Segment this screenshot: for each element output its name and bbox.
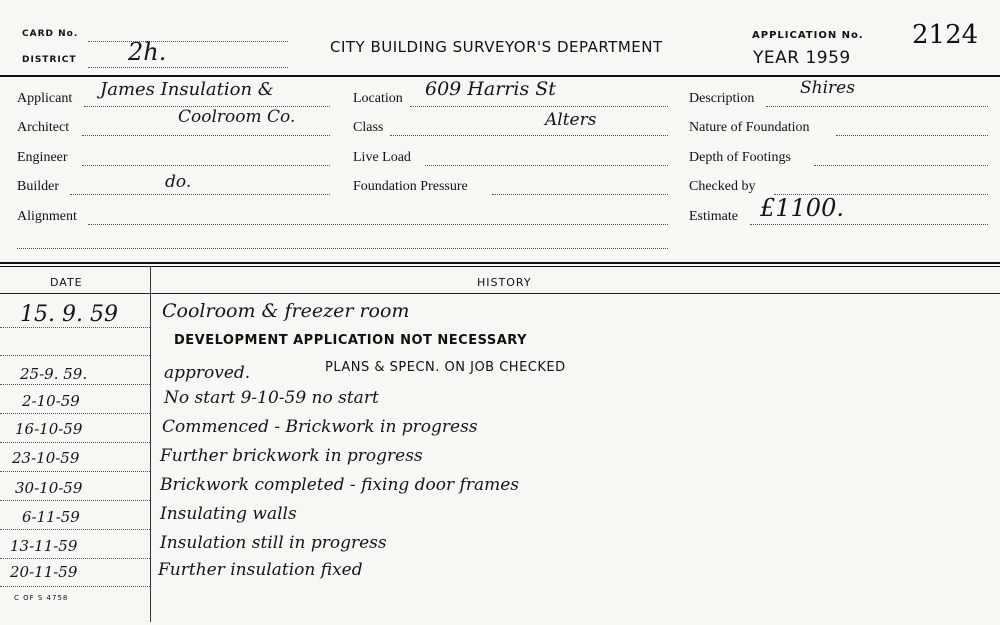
- row-date: 13-11-59: [10, 537, 78, 555]
- date-header: DATE: [50, 276, 83, 289]
- history-header: HISTORY: [477, 276, 532, 289]
- nature-of-foundation-label: Nature of Foundation: [689, 120, 810, 135]
- description-label: Description: [689, 91, 755, 106]
- location-label: Location: [353, 91, 403, 106]
- row-rule: [0, 558, 150, 559]
- row-date: 6-11-59: [22, 508, 80, 526]
- district-label: DISTRICT: [22, 55, 77, 65]
- row-rule: [0, 413, 150, 414]
- date-column-divider: [150, 266, 151, 622]
- row-date: 25-9. 59.: [20, 365, 88, 383]
- class-value: Alters: [545, 110, 597, 130]
- row-date: 23-10-59: [12, 449, 80, 467]
- depth-of-footings-line: [814, 165, 988, 166]
- class-label: Class: [353, 120, 384, 135]
- row-entry: Coolroom & freezer room: [162, 300, 410, 322]
- form-code: C OF S 4758: [14, 594, 69, 602]
- applicant-label: Applicant: [17, 91, 73, 106]
- alignment-label: Alignment: [17, 209, 77, 224]
- location-line: [410, 106, 668, 107]
- engineer-label: Engineer: [17, 150, 68, 165]
- plans-checked-stamp: PLANS & SPECN. ON JOB CHECKED: [325, 360, 566, 375]
- row-date: 20-11-59: [10, 563, 78, 581]
- header-row-rule: [0, 293, 1000, 294]
- description-line: [766, 106, 988, 107]
- row-rule: [0, 355, 150, 356]
- description-value: Shires: [800, 78, 855, 98]
- row-date: 30-10-59: [15, 479, 83, 497]
- row-rule: [0, 586, 150, 587]
- architect-line: [82, 135, 330, 136]
- row-entry: Further brickwork in progress: [160, 446, 423, 466]
- alignment-line: [88, 224, 668, 225]
- row-rule: [0, 384, 150, 385]
- row-rule: [0, 442, 150, 443]
- architect-label: Architect: [17, 120, 70, 135]
- application-number: 2124: [912, 20, 979, 50]
- development-stamp: DEVELOPMENT APPLICATION NOT NECESSARY: [174, 333, 528, 348]
- builder-label: Builder: [17, 179, 59, 194]
- card-no-label: CARD No.: [22, 29, 79, 39]
- row-date: 15. 9. 59: [20, 302, 118, 327]
- blank-line: [17, 248, 668, 249]
- foundation-pressure-line: [492, 194, 668, 195]
- card-no-line: [88, 41, 288, 42]
- department-title: CITY BUILDING SURVEYOR'S DEPARTMENT: [330, 38, 663, 56]
- district-value: 2h.: [128, 38, 167, 66]
- row-date: 2-10-59: [22, 392, 80, 410]
- live-load-label: Live Load: [353, 150, 411, 165]
- district-line: [88, 67, 288, 68]
- estimate-value: £1100.: [760, 194, 844, 222]
- location-value: 609 Harris St: [425, 78, 556, 100]
- row-entry: No start 9-10-59 no start: [164, 388, 379, 408]
- application-label: APPLICATION No.: [752, 30, 864, 41]
- row-entry: approved.: [164, 363, 251, 383]
- nature-of-foundation-line: [836, 135, 988, 136]
- depth-of-footings-label: Depth of Footings: [689, 150, 791, 165]
- table-top-rule: [0, 262, 1000, 264]
- row-entry: Insulating walls: [160, 504, 297, 524]
- applicant-value: James Insulation &: [100, 79, 274, 100]
- architect-value: Coolroom Co.: [178, 107, 296, 127]
- builder-value: do.: [165, 172, 192, 192]
- row-rule: [0, 327, 150, 328]
- engineer-line: [82, 165, 330, 166]
- row-entry: Commenced - Brickwork in progress: [162, 417, 478, 437]
- live-load-line: [425, 165, 668, 166]
- row-rule: [0, 500, 150, 501]
- header-rule: [0, 75, 1000, 77]
- estimate-label: Estimate: [689, 209, 738, 224]
- row-date: 16-10-59: [15, 420, 83, 438]
- class-line: [390, 135, 668, 136]
- row-entry: Brickwork completed - fixing door frames: [160, 475, 520, 495]
- checked-by-label: Checked by: [689, 179, 756, 194]
- row-entry: Further insulation fixed: [158, 560, 363, 580]
- builder-line: [70, 194, 330, 195]
- row-entry: Insulation still in progress: [160, 533, 387, 553]
- year: YEAR 1959: [753, 48, 851, 68]
- row-rule: [0, 529, 150, 530]
- estimate-line: [750, 224, 988, 225]
- foundation-pressure-label: Foundation Pressure: [353, 179, 468, 194]
- row-rule: [0, 471, 150, 472]
